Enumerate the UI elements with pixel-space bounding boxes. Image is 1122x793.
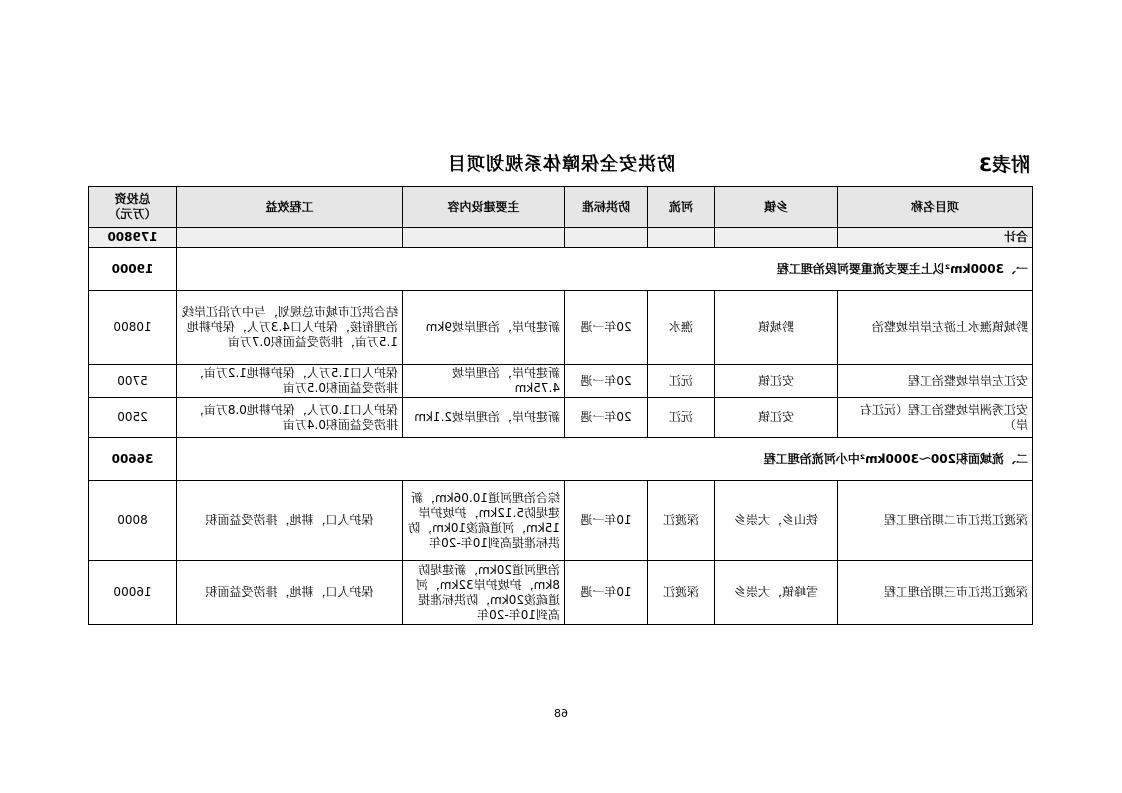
- table-row: [89, 561, 1033, 625]
- total-row: [89, 228, 1033, 248]
- project-name: 安江左岸岸坡整治工程: [838, 365, 1033, 398]
- empty-cell: [648, 228, 715, 248]
- appendix-label: 附表3: [978, 154, 1030, 176]
- project-investment: 2500: [89, 398, 177, 438]
- col-town: 乡镇: [715, 187, 838, 228]
- project-investment: 8000: [89, 481, 177, 561]
- project-town: 安江镇: [715, 398, 838, 438]
- empty-cell: [565, 228, 648, 248]
- project-name: 深渡江洪江市三期治理工程: [838, 561, 1033, 625]
- col-standard: 防洪标准: [565, 187, 648, 228]
- project-content: 新建护岸，治理岸坡4.75km: [403, 365, 565, 398]
- project-content: 新建护岸，治理岸坡9km: [403, 291, 565, 365]
- project-content: 综合治理河道10.06km，新建堤防5.12km，护坡护岸15km，河道疏浚10km，防洪标准提高到10年-20年: [403, 481, 565, 561]
- project-content: 治理河道20km，新建堤防8km，护坡护岸32km，河道疏浚20km，防洪标准提高到10年-20年: [403, 561, 565, 625]
- project-investment: 10800: [89, 291, 177, 365]
- project-investment: 16000: [89, 561, 177, 625]
- empty-cell: [403, 228, 565, 248]
- project-standard: 10年一遇: [565, 481, 648, 561]
- project-name: 安江秀洲岸坡整治工程（沅江右岸）: [838, 398, 1033, 438]
- project-table: [88, 186, 1033, 625]
- project-town: 黔城镇: [715, 291, 838, 365]
- project-town: 安江镇: [715, 365, 838, 398]
- table-row: [89, 365, 1033, 398]
- section-investment: 36600: [89, 438, 177, 481]
- project-river: 沅江: [648, 398, 715, 438]
- project-benefit: 保护人口1.5万人，保护耕地1.2万亩，排涝受益面积0.5万亩: [177, 365, 403, 398]
- document-title: 防洪安全保障体系规划项目: [447, 154, 675, 175]
- section-row: [89, 438, 1033, 481]
- section-row: [89, 248, 1033, 291]
- project-standard: 20年一遇: [565, 291, 648, 365]
- col-river: 河流: [648, 187, 715, 228]
- section-title: 二、流域面积200～3000km²中小河流治理工程: [177, 438, 1033, 481]
- project-benefit: 保护人口，耕地，排涝受益面积: [177, 561, 403, 625]
- project-town: 雪峰镇，大崇乡: [715, 561, 838, 625]
- section-title: 一、3000km²以上主要支流重要河段治理工程: [177, 248, 1033, 291]
- total-investment: 179800: [89, 228, 177, 248]
- project-content: 新建护岸，治理岸坡2.1km: [403, 398, 565, 438]
- empty-cell: [715, 228, 838, 248]
- table-row: [89, 291, 1033, 365]
- col-content: 主要建设内容: [403, 187, 565, 228]
- total-label: 合计: [838, 228, 1033, 248]
- empty-cell: [177, 228, 403, 248]
- project-benefit: 保护人口，耕地，排涝受益面积: [177, 481, 403, 561]
- project-river: 深渡江: [648, 561, 715, 625]
- project-river: 沅江: [648, 365, 715, 398]
- project-name: 黔城镇潕水上游左岸岸坡整治: [838, 291, 1033, 365]
- project-river: 深渡江: [648, 481, 715, 561]
- project-standard: 10年一遇: [565, 561, 648, 625]
- project-benefit: 结合洪江市城市总规划，与中方沿江岸线治理衔接，保护人口4.3万人，保护耕地1.5万亩，排涝受益面积0.7万亩: [177, 291, 403, 365]
- table-row: [89, 481, 1033, 561]
- section-investment: 19000: [89, 248, 177, 291]
- project-standard: 20年一遇: [565, 398, 648, 438]
- project-river: 潕水: [648, 291, 715, 365]
- col-project-name: 项目名称: [838, 187, 1033, 228]
- col-investment: 总投资 （万元）: [89, 187, 177, 228]
- project-town: 铁山乡，大崇乡: [715, 481, 838, 561]
- page-number: 68: [554, 707, 568, 720]
- table-row: [89, 398, 1033, 438]
- project-standard: 20年一遇: [565, 365, 648, 398]
- project-name: 深渡江洪江市二期治理工程: [838, 481, 1033, 561]
- project-investment: 5700: [89, 365, 177, 398]
- col-benefit: 工程效益: [177, 187, 403, 228]
- header-row: [89, 187, 1033, 228]
- project-benefit: 保护人口1.0万人，保护耕地0.8万亩，排涝受益面积0.4万亩: [177, 398, 403, 438]
